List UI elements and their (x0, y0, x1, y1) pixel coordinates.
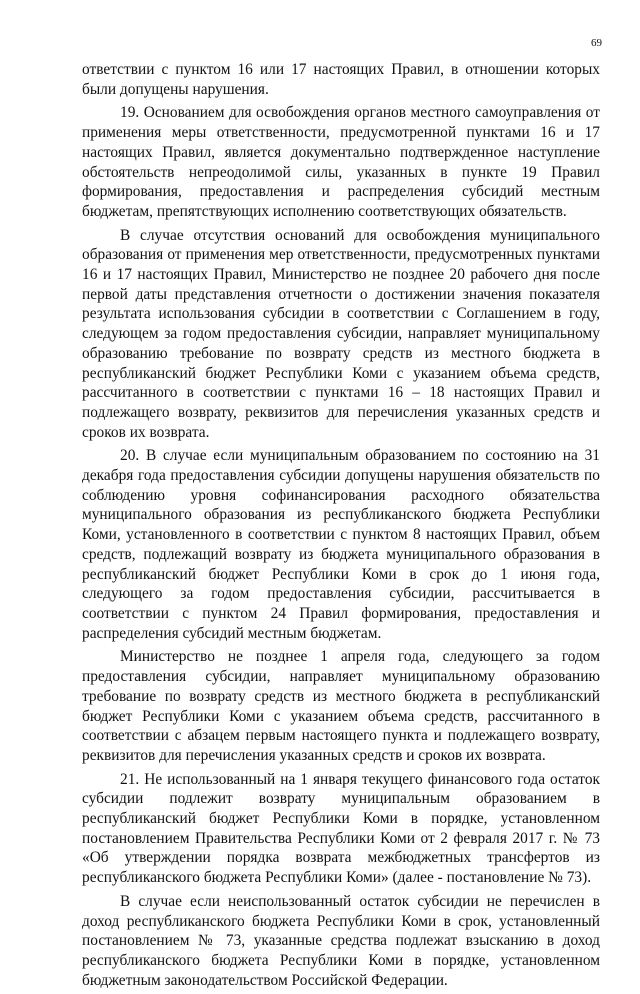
paragraph-absence-of-grounds: В случае отсутствия оснований для освобождения муниципального образования от применения мер ответственности, предусмотренных пунктами 16 и 17 настоящих Правил, Министерство не позднее 20 рабочего дня после первой даты представления отчетности о достижении значения показателя результата использования субсидии в соответствии с Соглашением в году, следующем за годом предоставления субсидии, направляет муниципальному образованию требование по возврату средств из местного бюджета в республиканский бюджет Республики Коми с указанием объема средств, рассчитанного в соответствии с пунктами 16 – 18 настоящих Правил и подлежащего возврату, реквизитов для перечисления указанных средств и сроков их возврата. (82, 226, 600, 441)
paragraph-ministry-deadline: Министерство не позднее 1 апреля года, следующего за годом предоставления субсидии, направляет муниципальному образованию требование по возврату средств из местного бюджета в республиканский бюджет Республики Коми с указанием объема средств, рассчитанного в соответствии с абзацем первым настоящего пункта и подлежащего возврату, реквизитов для перечисления указанных средств и сроков их возврата. (82, 648, 600, 764)
paragraph-clause-21: 21. Не использованный на 1 января текущего финансового года остаток субсидии подлежит возврату муниципальным образованием в республиканский бюджет Республики Коми в порядке, установленном постановлением Правительства Республики Коми от 2 февраля 2017 г. № 73 «Об утверждении порядка возврата межбюджетных трансфертов из республиканского бюджета Республики Коми» (далее - постановление № 73). (82, 770, 600, 887)
paragraph-unused-balance: В случае если неиспользованный остаток субсидии не перечислен в доход республиканского бюджета Республики Коми в срок, установленный постановлением № 73, указанные средства подлежат взысканию в доход республиканского бюджета Республики Коми в порядке, установленном бюджетным законодательством Российской Федерации. (82, 892, 600, 989)
page-number: 69 (591, 37, 602, 49)
paragraph-continuation: ответствии с пунктом 16 или 17 настоящих Правил, в отношении которых были допущены нарушения. (82, 61, 600, 98)
document-body (82, 60, 600, 994)
paragraph-clause-20: 20. В случае если муниципальным образованием по состоянию на 31 декабря года предоставления субсидии допущены нарушения обязательств по соблюдению уровня софинансирования расходного обязательства муниципального образования из республиканского бюджета Республики Коми, установленного в соответствии с пунктом 8 настоящих Правил, объем средств, подлежащий возврату из бюджета муниципального образования в республиканский бюджет Республики Коми в срок до 1 июня года, следующего за годом предоставления субсидии, рассчитывается в соответствии с пунктом 24 Правил формирования, предоставления и распределения субсидий местным бюджетам. (82, 447, 600, 642)
paragraph-clause-19: 19. Основанием для освобождения органов местного самоуправления от применения меры ответственности, предусмотренной пунктами 16 и 17 настоящих Правил, является документально подтвержденное наступление обстоятельств непреодолимой силы, указанных в пункте 19 Правил формирования, предоставления и распределения субсидий местным бюджетам, препятствующих исполнению соответствующих обязательств. (82, 104, 600, 220)
